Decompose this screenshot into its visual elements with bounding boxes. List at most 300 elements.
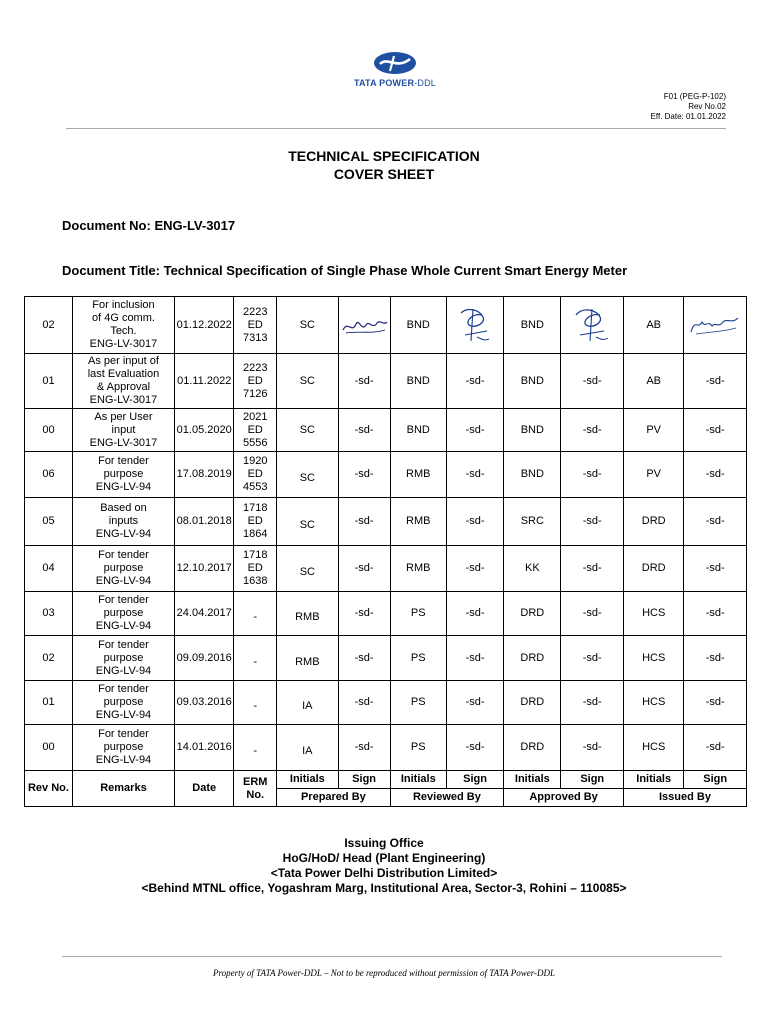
date-cell bbox=[175, 409, 234, 452]
reviewed-initials-cell bbox=[390, 592, 446, 636]
sign-text: -sd- bbox=[582, 374, 602, 387]
issued-initials-cell bbox=[623, 546, 683, 592]
page-subtitle: COVER SHEET bbox=[333, 166, 435, 182]
remarks-cell bbox=[72, 681, 174, 725]
table-row bbox=[25, 409, 747, 452]
signature-icon bbox=[570, 303, 614, 347]
prepared-initials-cell bbox=[277, 297, 338, 354]
reviewed-initials-cell bbox=[390, 498, 446, 546]
issued-initials-cell bbox=[623, 409, 683, 452]
page-title: TECHNICAL SPECIFICATION bbox=[288, 148, 480, 164]
remarks-line: purpose bbox=[103, 562, 144, 574]
date-text: 09.03.2016 bbox=[176, 696, 232, 708]
approved-initials: KK bbox=[524, 562, 540, 574]
prepared-initials-cell bbox=[277, 498, 338, 546]
prepared-initials: SC bbox=[299, 519, 315, 531]
prepared-initials: SC bbox=[299, 423, 315, 436]
table-row bbox=[25, 681, 747, 725]
prepared-initials-cell bbox=[277, 636, 338, 681]
remarks-line: purpose bbox=[103, 607, 144, 619]
remarks-line: ENG-LV-94 bbox=[95, 709, 152, 721]
header-prepared-by: Prepared By bbox=[277, 789, 391, 807]
sign-text: -sd- bbox=[465, 607, 485, 619]
remarks-line: last Evaluation bbox=[87, 368, 160, 380]
date-cell bbox=[175, 297, 234, 354]
sign-cell bbox=[561, 498, 624, 546]
sign-text: -sd- bbox=[465, 651, 485, 664]
remarks-line: As per input of bbox=[88, 355, 159, 367]
sign-cell bbox=[684, 681, 747, 725]
remarks-line: ENG-LV-3017 bbox=[89, 436, 158, 449]
remarks-line: purpose bbox=[103, 696, 144, 708]
approved-initials: DRD bbox=[520, 651, 545, 664]
table-row bbox=[25, 725, 747, 771]
document-title: Document Title: Technical Specification of Single Phase Whole Current Smart Energy Meter bbox=[62, 263, 628, 278]
revision-table bbox=[24, 296, 747, 807]
sign-cell bbox=[561, 452, 624, 498]
remarks-cell bbox=[72, 546, 174, 592]
issued-initials-cell bbox=[623, 725, 683, 771]
prepared-initials-cell bbox=[277, 409, 338, 452]
reviewed-initials: PS bbox=[410, 741, 426, 753]
erm-cell bbox=[234, 297, 277, 354]
sign-cell bbox=[338, 592, 390, 636]
sign-text: -sd- bbox=[465, 374, 485, 387]
date-text: 17.08.2019 bbox=[176, 468, 232, 480]
sign-text: -sd- bbox=[705, 562, 725, 574]
remarks-line: For tender bbox=[98, 455, 149, 467]
remarks-line: Based on bbox=[100, 502, 147, 514]
date-cell bbox=[175, 546, 234, 592]
sign-text: -sd- bbox=[354, 374, 374, 387]
prepared-initials: IA bbox=[302, 700, 313, 712]
reviewed-initials: PS bbox=[410, 607, 426, 619]
approved-initials-cell bbox=[504, 636, 561, 681]
reviewed-initials: BND bbox=[406, 423, 430, 436]
footer-notice: Property of TATA Power-DDL – Not to be reproduced without permission of TATA Power-DDL bbox=[212, 968, 556, 978]
remarks-cell bbox=[72, 636, 174, 681]
remarks-line: For inclusion bbox=[92, 299, 155, 311]
sign-text: -sd- bbox=[465, 562, 485, 574]
remarks-line: inputs bbox=[108, 515, 139, 527]
approved-initials: BND bbox=[520, 318, 544, 331]
sign-text: -sd- bbox=[705, 515, 725, 527]
prepared-initials-cell bbox=[277, 725, 338, 771]
sign-cell bbox=[446, 725, 503, 771]
header-approved-by: Approved By bbox=[504, 789, 624, 807]
remarks-line: For tender bbox=[98, 683, 149, 695]
rev-no-cell bbox=[25, 725, 73, 771]
remarks-line: Tech. bbox=[110, 325, 137, 337]
remarks-line: purpose bbox=[103, 741, 144, 753]
approved-initials: DRD bbox=[520, 696, 545, 708]
rev-no-cell bbox=[25, 636, 73, 681]
table-row bbox=[25, 452, 747, 498]
signature-icon bbox=[453, 303, 497, 347]
erm-cell bbox=[234, 452, 277, 498]
sign-cell bbox=[684, 546, 747, 592]
prepared-initials-cell bbox=[277, 681, 338, 725]
erm-cell bbox=[234, 498, 277, 546]
header-issued-by: Issued By bbox=[623, 789, 746, 807]
header-sign: Sign bbox=[338, 771, 390, 789]
rev-no-cell bbox=[25, 546, 73, 592]
remarks-line: ENG-LV-94 bbox=[95, 754, 152, 766]
issued-initials: DRD bbox=[641, 562, 666, 574]
sign-cell bbox=[446, 546, 503, 592]
reviewed-initials: PS bbox=[410, 696, 426, 708]
approved-initials: SRC bbox=[520, 515, 544, 527]
erm-cell bbox=[234, 725, 277, 771]
erm-line: 7126 bbox=[243, 387, 268, 400]
reviewed-initials: RMB bbox=[406, 562, 431, 574]
approved-initials-cell bbox=[504, 546, 561, 592]
issuing-office-company: <Tata Power Delhi Distribution Limited> bbox=[270, 866, 498, 880]
sign-cell bbox=[446, 452, 503, 498]
erm-cell bbox=[234, 592, 277, 636]
sign-cell bbox=[338, 725, 390, 771]
remarks-line: of 4G comm. bbox=[91, 312, 155, 324]
reviewed-initials-cell bbox=[390, 681, 446, 725]
header-sign: Sign bbox=[561, 771, 624, 789]
remarks-line: As per User bbox=[94, 410, 153, 423]
remarks-line: purpose bbox=[103, 468, 144, 480]
remarks-line: ENG-LV-3017 bbox=[89, 338, 158, 350]
sign-cell bbox=[338, 452, 390, 498]
sign-text: -sd- bbox=[582, 741, 602, 753]
date-text: 01.12.2022 bbox=[176, 318, 232, 331]
sign-text: -sd- bbox=[465, 515, 485, 527]
date-text: 01.11.2022 bbox=[177, 374, 232, 387]
date-cell bbox=[175, 592, 234, 636]
rev-no: 04 bbox=[42, 562, 55, 574]
table-row bbox=[25, 592, 747, 636]
issued-initials-cell bbox=[623, 498, 683, 546]
remarks-line: ENG-LV-94 bbox=[95, 620, 152, 632]
date-text: 01.05.2020 bbox=[176, 423, 232, 436]
sign-cell bbox=[561, 546, 624, 592]
erm-line: 4553 bbox=[243, 481, 268, 493]
issuing-office-head: HoG/HoD/ Head (Plant Engineering) bbox=[282, 851, 486, 865]
sign-cell bbox=[338, 681, 390, 725]
signature-icon bbox=[340, 310, 390, 340]
sign-cell bbox=[684, 592, 747, 636]
sign-text: -sd- bbox=[354, 651, 374, 664]
table-row bbox=[25, 546, 747, 592]
approved-initials-cell bbox=[504, 498, 561, 546]
header-initials: Initials bbox=[277, 771, 338, 789]
header-sign: Sign bbox=[684, 771, 747, 789]
reviewed-initials-cell bbox=[390, 409, 446, 452]
tata-logo-icon bbox=[330, 50, 460, 78]
sign-cell bbox=[338, 354, 390, 409]
rev-no-cell bbox=[25, 592, 73, 636]
erm-line: - bbox=[253, 745, 258, 757]
erm-line: ED bbox=[247, 562, 263, 574]
prepared-initials: RMB bbox=[295, 611, 320, 623]
approved-initials-cell bbox=[504, 409, 561, 452]
date-cell bbox=[175, 452, 234, 498]
date-text: 24.04.2017 bbox=[176, 607, 232, 619]
sign-cell bbox=[561, 297, 624, 354]
sign-cell bbox=[561, 725, 624, 771]
remarks-cell bbox=[72, 297, 174, 354]
erm-line: 5556 bbox=[243, 436, 268, 449]
sign-cell bbox=[338, 409, 390, 452]
erm-line: 2223 bbox=[243, 361, 268, 374]
remarks-line: For tender bbox=[98, 549, 149, 561]
rev-no-cell bbox=[25, 297, 73, 354]
approved-initials-cell bbox=[504, 452, 561, 498]
erm-line: ED bbox=[247, 423, 263, 436]
rev-no: 01 bbox=[42, 696, 55, 708]
sign-cell bbox=[446, 498, 503, 546]
table-header-row bbox=[25, 771, 747, 789]
sign-text: -sd- bbox=[354, 515, 374, 527]
sign-cell bbox=[561, 592, 624, 636]
date-cell bbox=[175, 498, 234, 546]
issued-initials: DRD bbox=[641, 515, 666, 527]
sign-cell bbox=[338, 546, 390, 592]
erm-line: 1718 bbox=[243, 549, 268, 561]
sign-text: -sd- bbox=[465, 468, 485, 480]
date-cell bbox=[175, 681, 234, 725]
approved-initials-cell bbox=[504, 297, 561, 354]
prepared-initials: IA bbox=[302, 745, 313, 757]
issued-initials: HCS bbox=[642, 651, 666, 664]
rev-no: 02 bbox=[42, 318, 55, 331]
tata-power-logo bbox=[330, 50, 460, 90]
sign-cell bbox=[561, 636, 624, 681]
issued-initials: HCS bbox=[642, 696, 666, 708]
sign-text: -sd- bbox=[354, 696, 374, 708]
header-divider bbox=[66, 128, 726, 129]
sign-text: -sd- bbox=[465, 741, 485, 753]
sign-cell bbox=[338, 636, 390, 681]
table-row bbox=[25, 636, 747, 681]
sign-text: -sd- bbox=[705, 468, 725, 480]
erm-line: 1864 bbox=[243, 528, 268, 540]
sign-cell bbox=[684, 498, 747, 546]
erm-cell bbox=[234, 354, 277, 409]
rev-no: 06 bbox=[42, 468, 55, 480]
remarks-line: ENG-LV-94 bbox=[95, 528, 152, 540]
remarks-line: purpose bbox=[103, 651, 144, 664]
issued-initials: AB bbox=[646, 374, 662, 387]
prepared-initials-cell bbox=[277, 354, 338, 409]
header-rev-no: Rev No. bbox=[25, 771, 73, 807]
erm-line: ED bbox=[247, 515, 263, 527]
reviewed-initials-cell bbox=[390, 354, 446, 409]
erm-line: ED bbox=[247, 374, 263, 387]
erm-line: 1718 bbox=[243, 502, 268, 514]
erm-line: 1920 bbox=[243, 455, 268, 467]
date-text: 14.01.2016 bbox=[176, 741, 232, 753]
remarks-cell bbox=[72, 409, 174, 452]
approved-initials: DRD bbox=[520, 607, 545, 619]
sign-text: -sd- bbox=[582, 468, 602, 480]
date-cell bbox=[175, 354, 234, 409]
sign-text: -sd- bbox=[582, 696, 602, 708]
sign-text: -sd- bbox=[705, 607, 725, 619]
reviewed-initials: PS bbox=[410, 651, 426, 664]
rev-no-cell bbox=[25, 409, 73, 452]
issued-initials-cell bbox=[623, 592, 683, 636]
sign-cell bbox=[561, 354, 624, 409]
reviewed-initials-cell bbox=[390, 636, 446, 681]
sign-cell bbox=[338, 297, 390, 354]
rev-no: 00 bbox=[42, 423, 55, 436]
erm-cell bbox=[234, 546, 277, 592]
header-date: Date bbox=[175, 771, 234, 807]
erm-line: 2021 bbox=[243, 410, 268, 423]
table-row bbox=[25, 297, 747, 354]
remarks-cell bbox=[72, 498, 174, 546]
issuing-office-label: Issuing Office bbox=[344, 836, 424, 850]
reviewed-initials-cell bbox=[390, 452, 446, 498]
erm-line: ED bbox=[247, 318, 263, 331]
header-reviewed-by: Reviewed By bbox=[390, 789, 504, 807]
issued-initials-cell bbox=[623, 452, 683, 498]
rev-no: 03 bbox=[42, 607, 55, 619]
sign-text: -sd- bbox=[705, 741, 725, 753]
issued-initials: AB bbox=[646, 318, 662, 331]
remarks-line: For tender bbox=[98, 594, 149, 606]
date-text: 08.01.2018 bbox=[176, 515, 232, 527]
sign-cell bbox=[561, 681, 624, 725]
sign-cell bbox=[684, 297, 747, 354]
date-cell bbox=[175, 636, 234, 681]
signature-icon bbox=[688, 310, 742, 340]
prepared-initials: SC bbox=[299, 472, 315, 484]
form-code: F01 (PEG-P-102) bbox=[663, 92, 726, 101]
header-initials: Initials bbox=[623, 771, 683, 789]
erm-line: ED bbox=[247, 468, 263, 480]
sign-text: -sd- bbox=[465, 423, 485, 436]
date-cell bbox=[175, 725, 234, 771]
prepared-initials-cell bbox=[277, 546, 338, 592]
header-initials: Initials bbox=[504, 771, 561, 789]
sign-text: -sd- bbox=[465, 696, 485, 708]
prepared-initials: SC bbox=[299, 374, 315, 387]
sign-cell bbox=[338, 498, 390, 546]
erm-line: - bbox=[253, 655, 258, 668]
approved-initials-cell bbox=[504, 592, 561, 636]
issued-initials-cell bbox=[623, 681, 683, 725]
sign-text: -sd- bbox=[582, 607, 602, 619]
remarks-cell bbox=[72, 354, 174, 409]
issued-initials: PV bbox=[646, 423, 662, 436]
issued-initials: PV bbox=[646, 468, 662, 480]
date-text: 12.10.2017 bbox=[176, 562, 232, 574]
sign-text: -sd- bbox=[705, 651, 725, 664]
issued-initials-cell bbox=[623, 354, 683, 409]
reviewed-initials: RMB bbox=[406, 468, 431, 480]
remarks-line: input bbox=[111, 423, 136, 436]
header-initials: Initials bbox=[390, 771, 446, 789]
prepared-initials-cell bbox=[277, 592, 338, 636]
approved-initials: BND bbox=[520, 423, 544, 436]
remarks-line: ENG-LV-3017 bbox=[89, 394, 158, 406]
sign-cell bbox=[446, 354, 503, 409]
approved-initials-cell bbox=[504, 725, 561, 771]
remarks-line: ENG-LV-94 bbox=[95, 575, 152, 587]
rev-no-cell bbox=[25, 498, 73, 546]
approved-initials: BND bbox=[520, 468, 544, 480]
revision-number: Rev No.02 bbox=[688, 102, 726, 111]
remarks-cell bbox=[72, 452, 174, 498]
sign-cell bbox=[684, 725, 747, 771]
sign-text: -sd- bbox=[582, 423, 602, 436]
sign-text: -sd- bbox=[705, 696, 725, 708]
approved-initials: DRD bbox=[520, 741, 545, 753]
header-erm-no: ERM No. bbox=[234, 771, 277, 807]
issued-initials: HCS bbox=[642, 741, 666, 753]
reviewed-initials: BND bbox=[406, 374, 430, 387]
erm-line: - bbox=[253, 611, 258, 623]
remarks-cell bbox=[72, 592, 174, 636]
erm-line: 7313 bbox=[243, 331, 268, 344]
header-sign: Sign bbox=[446, 771, 503, 789]
issued-initials-cell bbox=[623, 297, 683, 354]
prepared-initials: SC bbox=[299, 318, 315, 331]
remarks-line: ENG-LV-94 bbox=[95, 481, 152, 493]
table-row bbox=[25, 354, 747, 409]
issued-initials: HCS bbox=[642, 607, 666, 619]
remarks-cell bbox=[72, 725, 174, 771]
reviewed-initials: BND bbox=[406, 318, 430, 331]
sign-text: -sd- bbox=[582, 562, 602, 574]
sign-cell bbox=[446, 681, 503, 725]
sign-cell bbox=[684, 636, 747, 681]
sign-text: -sd- bbox=[582, 515, 602, 527]
reviewed-initials-cell bbox=[390, 297, 446, 354]
rev-no-cell bbox=[25, 354, 73, 409]
effective-date: Eff. Date: 01.01.2022 bbox=[650, 112, 726, 121]
sign-text: -sd- bbox=[354, 562, 374, 574]
prepared-initials: SC bbox=[299, 566, 315, 578]
sign-text: -sd- bbox=[705, 423, 725, 436]
sign-cell bbox=[446, 636, 503, 681]
erm-line: 2223 bbox=[243, 305, 268, 318]
remarks-line: For tender bbox=[98, 728, 149, 740]
rev-no: 00 bbox=[42, 741, 55, 753]
sign-cell bbox=[446, 592, 503, 636]
approved-initials-cell bbox=[504, 681, 561, 725]
rev-no-cell bbox=[25, 452, 73, 498]
sign-text: -sd- bbox=[354, 741, 374, 753]
sign-text: -sd- bbox=[582, 651, 602, 664]
prepared-initials-cell bbox=[277, 452, 338, 498]
footer-divider bbox=[62, 956, 722, 957]
sign-text: -sd- bbox=[354, 468, 374, 480]
sign-cell bbox=[561, 409, 624, 452]
rev-no: 05 bbox=[42, 515, 55, 527]
sign-cell bbox=[446, 297, 503, 354]
erm-line: - bbox=[253, 700, 258, 712]
erm-cell bbox=[234, 636, 277, 681]
sign-cell bbox=[684, 409, 747, 452]
issued-initials-cell bbox=[623, 636, 683, 681]
document-reference bbox=[651, 92, 726, 122]
rev-no-cell bbox=[25, 681, 73, 725]
table-row bbox=[25, 498, 747, 546]
remarks-line: & Approval bbox=[96, 381, 151, 393]
document-number: Document No: ENG-LV-3017 bbox=[62, 218, 236, 233]
sign-cell bbox=[684, 354, 747, 409]
header-remarks: Remarks bbox=[72, 771, 174, 807]
issuing-office-address: <Behind MTNL office, Yogashram Marg, Institutional Area, Sector-3, Rohini – 110085> bbox=[141, 881, 627, 895]
